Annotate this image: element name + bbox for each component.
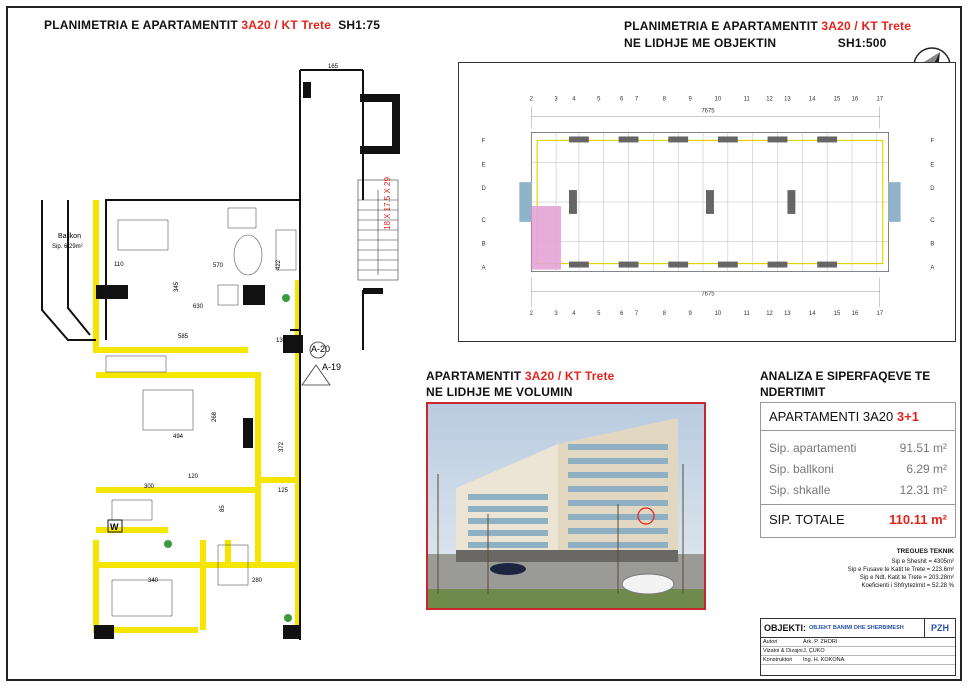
axis-label: 10 (714, 96, 722, 103)
axis-label: 9 (688, 96, 692, 103)
axis-label: 16 (851, 311, 859, 318)
axis-label: D (930, 186, 935, 193)
dim-label: 165 (328, 64, 339, 70)
dim-label: 110 (114, 262, 124, 268)
site-title: PLANIMETRIA E APARTAMENTIT 3A20 / KT Trete NE LIDHJE ME OBJEKTIN SH1:500 (624, 19, 912, 50)
site-plan (458, 62, 956, 342)
dim-label: 340 (148, 578, 159, 584)
floor-plan (28, 60, 428, 650)
building-render (426, 402, 706, 610)
axis-label: 6 (619, 96, 624, 103)
balcony-area: Sip. 6.29m² (52, 244, 83, 250)
axis-label: 13 (784, 311, 791, 318)
axis-label: 6 (619, 311, 624, 318)
axis-label: 15 (833, 311, 841, 318)
dim-label: 280 (252, 578, 263, 584)
area-total-row: SIP. TOTALE 110.11 m² (761, 504, 955, 533)
dim-label: 130 (276, 338, 287, 344)
axis-label: E (481, 162, 486, 169)
title-block: OBJEKTI: OBJEKT BANIMI DHE SHERBIMESH PZH Autori Ark. P. ZHORI Vizatoi & Dizajni J. ÇUKO Konstruktori Ing. H. KOKONA (760, 618, 956, 676)
dim-label: 494 (173, 434, 184, 440)
volume-title: APARTAMENTIT 3A20 / KT Trete NE LIDHJE ME VOLUMIN (426, 369, 615, 399)
dim-label: 7675 (701, 108, 715, 115)
dim-label: 268 (212, 411, 218, 422)
axis-label: 5 (597, 311, 601, 318)
axis-label: E (930, 162, 935, 169)
axis-label: 14 (808, 96, 816, 103)
axis-label: 13 (784, 96, 791, 103)
axis-label: C (930, 217, 935, 224)
pzh-logo: PZH (924, 619, 955, 637)
axis-label: 16 (851, 96, 859, 103)
area-analysis-table (760, 402, 956, 538)
axis-label: 7 (634, 96, 639, 103)
area-row: Sip. shkalle 12.31 m² (769, 482, 947, 497)
dim-label: 300 (144, 484, 155, 490)
axis-label: 7 (634, 311, 639, 318)
axis-label: F (481, 138, 486, 145)
dim-label: 630 (193, 304, 204, 310)
balcony-label: Ballkon (58, 233, 81, 240)
plan-title: PLANIMETRIA E APARTAMENTIT 3A20 / KT Trete SH1:75 (44, 18, 381, 32)
apartment-highlight (531, 206, 561, 270)
axis-label: 2 (529, 96, 533, 103)
axis-label: 8 (662, 311, 666, 318)
dim-label: 585 (178, 334, 189, 340)
dim-label: 7675 (701, 291, 715, 298)
axis-label: 4 (572, 311, 576, 318)
axis-label: B (930, 241, 935, 248)
axis-label: 17 (876, 96, 884, 103)
dim-label: 85 (220, 505, 226, 512)
axis-label: A (930, 265, 935, 272)
axis-label: 2 (529, 311, 533, 318)
axis-label: 9 (688, 311, 692, 318)
apartment-label-row: APARTAMENTI 3A20 3+1 (761, 403, 955, 431)
stair-label: 18 X 17.5 X 29 (383, 177, 392, 230)
axis-label: 4 (572, 96, 576, 103)
washer-icon: W (110, 522, 119, 532)
axis-label: C (481, 217, 486, 224)
dim-label: 125 (278, 488, 289, 494)
axis-label: D (481, 186, 486, 193)
axis-label: A (481, 265, 486, 272)
axis-label: 10 (714, 311, 722, 318)
dim-label: 345 (174, 281, 180, 292)
door-tag-a19: A-19 (322, 362, 342, 372)
axis-label: 3 (554, 96, 558, 103)
area-row: Sip. apartamenti 91.51 m² (769, 440, 947, 455)
dim-label: 372 (279, 441, 285, 452)
axis-label: 8 (662, 96, 666, 103)
axis-label: 12 (766, 96, 773, 103)
axis-label: 12 (766, 311, 773, 318)
axis-label: 11 (743, 96, 750, 103)
axis-label: 15 (833, 96, 841, 103)
axis-label: 17 (876, 311, 884, 318)
axis-label: 14 (808, 311, 816, 318)
axis-label: B (481, 241, 486, 248)
dim-label: 570 (213, 263, 224, 269)
dim-label: 120 (188, 474, 199, 480)
area-analysis-title: ANALIZA E SIPERFAQEVE TE NDERTIMIT (760, 369, 931, 399)
dim-label: 422 (276, 259, 282, 270)
axis-label: 11 (743, 311, 750, 318)
axis-label: 3 (554, 311, 558, 318)
area-row: Sip. ballkoni 6.29 m² (769, 461, 947, 476)
door-tag-a20: A-20 (311, 344, 331, 354)
technical-indicators: TREGUES TEKNIK Sip e Sheshit = 4305m² Sip e Fusave te Katit te Trete = 223.6m² Sip e Ndt. Katit te Trete = 203.28m² Koeficienti i Shfrytezimit = 52.28 % (847, 548, 954, 589)
axis-label: F (930, 138, 935, 145)
axis-label: 5 (597, 96, 601, 103)
